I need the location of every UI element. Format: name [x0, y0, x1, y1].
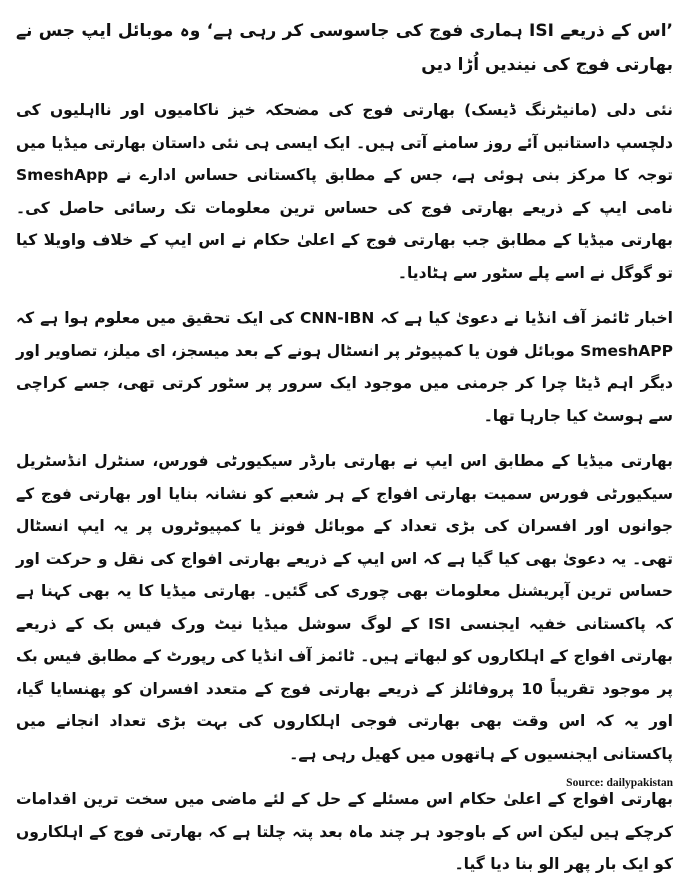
source-credit: Source: dailypakistan	[566, 777, 673, 789]
article-body	[16, 14, 673, 881]
article-paragraph-1: نئی دلی (مانیٹرنگ ڈیسک) بھارتی فوج کی مضحکہ خیز ناکامیوں اور نااہلیوں کی دلچسپ داستانیں آئے روز سامنے آتی ہیں۔ ایک ایسی ہی نئی داستان بھارتی میڈیا میں توجہ کا مرکز بنی ہوئی ہے، جس کے مطابق پاکستانی حساس ادارے نے SmeshApp نامی ایپ کے ذریعے بھارتی فوج کی حساس ترین معلومات تک رسائی حاصل کی۔ بھارتی میڈیا کے مطابق جب بھارتی فوج کے اعلیٰ حکام نے اس ایپ کے خلاف واویلا کیا تو گوگل نے اسے پلے سٹور سے ہٹادیا۔	[16, 101, 673, 282]
article-headline: ’اس کے ذریعے ISI ہماری فوج کی جاسوسی کر رہی ہے‘ وہ موبائل ایپ جس نے بھارتی فوج کی نیندیں اُڑا دیں	[16, 21, 674, 75]
article-paragraph-4: بھارتی افواج کے اعلیٰ حکام اس مسئلے کے حل کے لئے ماضی میں سخت ترین اقدامات کرچکے ہیں لیکن اس کے باوجود ہر چند ماہ بعد پتہ چلتا ہے کہ بھارتی فوج کے اہلکاروں کو ایک بار پھر الو بنا دیا گیا۔	[16, 790, 673, 873]
article-paragraph-3: بھارتی میڈیا کے مطابق اس ایپ نے بھارتی بارڈر سیکیورٹی فورس، سنٹرل انڈسٹریل سیکیورٹی فورس سمیت بھارتی افواج کے ہر شعبے کو نشانہ بنایا اور بھارتی فوج کے جوانوں اور افسران کی بڑی تعداد کے موبائل فونز یا کمپیوٹروں پر یہ ایپ انسٹال تھی۔ یہ دعویٰ بھی کیا گیا ہے کہ اس ایپ کے ذریعے بھارتی افواج کی نقل و حرکت اور حساس ترین آپریشنل معلومات بھی چوری کی گئیں۔ بھارتی میڈیا کا یہ بھی کہنا ہے کہ پاکستانی خفیہ ایجنسی ISI کے لوگ سوشل میڈیا نیٹ ورک فیس بک کے ذریعے بھارتی افواج کے اہلکاروں کو لبھاتے ہیں۔ ٹائمز آف انڈیا کی رپورٹ کے مطابق فیس بک پر موجود تقریباً 10 پروفائلز کے ذریعے بھارتی فوج کے متعدد افسران کو پھنسایا گیا، اور یہ کہ اس وقت بھی بھارتی فوجی اہلکاروں کی بہت بڑی تعداد انجانے میں پاکستانی ایجنسیوں کے ہاتھوں میں کھیل رہی ہے۔	[16, 452, 673, 763]
article-paragraph-2: اخبار ٹائمز آف انڈیا نے دعویٰ کیا ہے کہ CNN-IBN کی ایک تحقیق میں معلوم ہوا ہے کہ SmeshAPP موبائل فون یا کمپیوٹر پر انسٹال ہونے کے بعد میسجز، ای میلز، تصاویر اور دیگر اہم ڈیٹا چرا کر جرمنی میں موجود ایک سرور پر سٹور کرتی تھی، جسے کراچی سے ہوسٹ کیا جارہا تھا۔	[16, 309, 673, 425]
